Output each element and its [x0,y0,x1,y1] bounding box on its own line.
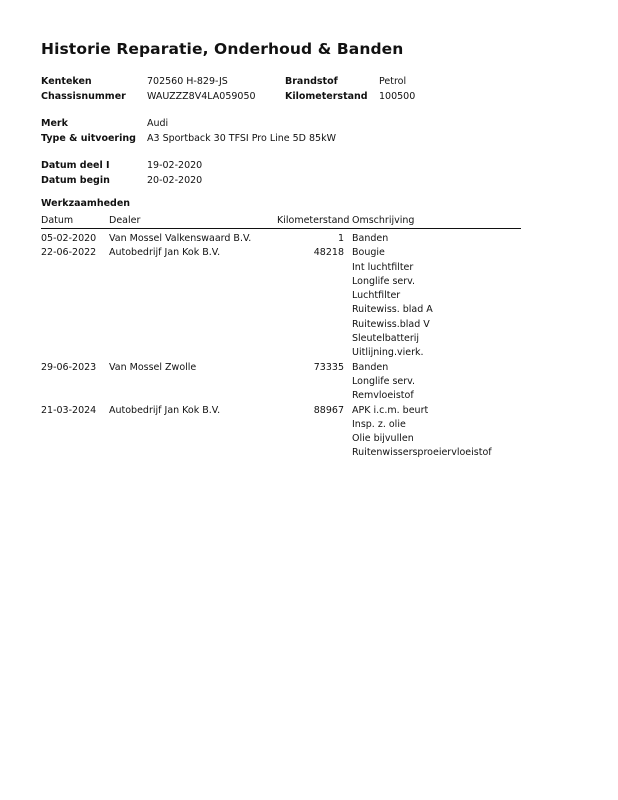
description-item: Olie bijvullen [352,433,414,445]
description-item: Bougie [352,247,385,259]
section-title-werkzaamheden: Werkzaamheden [41,198,131,209]
kilometerstand-value: 100500 [379,91,416,102]
description-item: Uitlijning.vierk. [352,347,424,359]
row-dealer: Autobedrijf Jan Kok B.V. [109,404,221,416]
row-date: 22-06-2022 [41,247,97,259]
description-item: APK i.c.m. beurt [352,404,429,416]
table-row [41,246,521,360]
table-row [41,232,521,246]
merk-value: Audi [147,118,169,129]
description-item: Longlife serv. [352,375,416,387]
datum-begin-label: Datum begin [41,175,110,186]
chassis-value: WAUZZZ8V4LA059050 [147,91,256,102]
table-header [41,214,521,229]
row-dealer: Van Mossel Zwolle [109,361,197,373]
kenteken-label: Kenteken [41,76,92,87]
page-title: Historie Reparatie, Onderhoud & Banden [41,40,404,58]
description-item: Banden [352,233,389,244]
datum-begin-value: 20-02-2020 [147,175,203,186]
brandstof-label: Brandstof [285,76,338,87]
datum-deel-value: 19-02-2020 [147,160,203,171]
row-date: 21-03-2024 [41,404,97,416]
header-datum: Datum [41,215,74,226]
type-value: A3 Sportback 30 TFSI Pro Line 5D 85kW [147,133,336,144]
description-item: Longlife serv. [352,275,416,287]
row-km: 48218 [313,247,344,259]
header-dealer: Dealer [109,215,141,226]
brandstof-value: Petrol [379,76,407,87]
description-item: Ruitewiss.blad V [352,318,430,330]
description-item: Luchtfilter [352,290,401,302]
row-description [352,361,521,404]
header-omschrijving: Omschrijving [352,215,415,226]
row-dealer: Van Mossel Valkenswaard B.V. [109,233,252,244]
row-date: 05-02-2020 [41,233,97,244]
description-item: Sleutelbatterij [352,333,420,345]
row-description [352,232,521,246]
datum-deel-label: Datum deel I [41,160,110,171]
description-item: Ruitewiss. blad A [352,304,433,316]
table-row [41,404,521,461]
row-description [352,404,521,461]
row-km: 88967 [313,404,344,416]
row-description [352,246,521,360]
table-row [41,361,521,404]
table-body [41,229,521,461]
kenteken-value: 702560 H-829-JS [147,76,228,87]
kilometerstand-label: Kilometerstand [285,91,368,102]
work-history-table [41,214,521,461]
type-label: Type & uitvoering [41,133,136,144]
row-date: 29-06-2023 [41,361,97,373]
chassis-label: Chassisnummer [41,91,126,102]
header-kilometerstand: Kilometerstand [277,215,350,226]
row-km: 73335 [313,361,344,373]
row-km: 1 [337,233,344,244]
merk-label: Merk [41,118,68,129]
description-item: Insp. z. olie [352,418,406,430]
description-item: Banden [352,361,389,373]
description-item: Int luchtfilter [352,261,414,273]
description-item: Remvloeistof [352,390,414,402]
description-item: Ruitenwissersproeiervloeistof [352,447,492,459]
row-dealer: Autobedrijf Jan Kok B.V. [109,247,221,259]
